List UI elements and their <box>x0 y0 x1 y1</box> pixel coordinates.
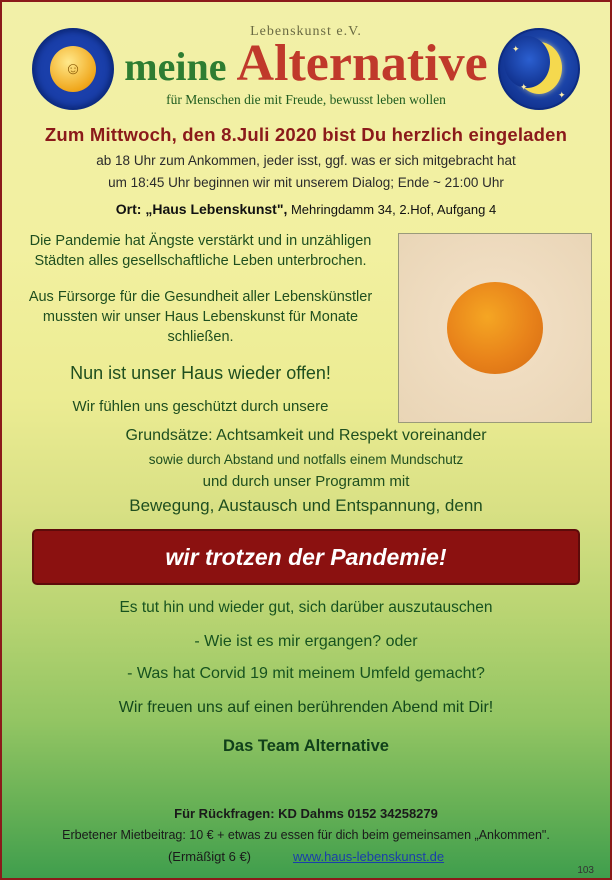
line-sowie: sowie durch Abstand und notfalls einem Mundschutz <box>148 452 464 467</box>
slogan-banner <box>32 529 580 585</box>
website-link[interactable]: www.haus-lebenskunst.de <box>293 849 445 864</box>
flyer-footer <box>2 806 610 864</box>
invitation-time-arrival: ab 18 Uhr zum Ankommen, jeder isst, ggf. was er sich mitgebracht hat <box>96 153 516 168</box>
coronavirus-illustration <box>398 233 592 423</box>
invitation-time-start: um 18:45 Uhr beginnen wir mit unserem Dialog; Ende ~ 21:00 Uhr <box>108 175 504 190</box>
page-number: 103 <box>577 865 594 876</box>
moon-icon <box>498 28 580 110</box>
question-intro: Es tut hin und wieder gut, sich darüber auszutauschen <box>119 599 493 616</box>
questions-block <box>2 599 610 756</box>
sun-face-icon: ☺ <box>64 59 82 78</box>
line-bewegung: Bewegung, Austausch und Entspannung, denn <box>129 496 483 515</box>
contact-line: Für Rückfragen: KD Dahms 0152 34258279 <box>174 806 438 821</box>
slogan-text: wir trotzen der Pandemie! <box>165 543 447 570</box>
paragraph-fuersorge: Aus Fürsorge für die Gesundheit aller Lebenskünstler mussten wir unser Haus Lebenskunst für Monate schließen. <box>28 289 373 345</box>
paragraph-pandemie: Die Pandemie hat Ängste verstärkt und in unzähligen Städten alles gesellschaftliche Leben unterbrochen. <box>29 233 372 269</box>
title-block <box>120 24 492 108</box>
paragraph-geschuetzt: Wir fühlen uns geschützt durch unsere <box>72 398 329 415</box>
question-two: - Was hat Corvid 19 mit meinem Umfeld gemacht? <box>127 665 485 682</box>
footer-bottom-row <box>2 849 610 864</box>
invitation-headline: Zum Mittwoch, den 8.Juli 2020 bist Du herzlich eingeladen <box>44 124 568 145</box>
organisation-name: Lebenskunst e.V. <box>250 24 362 39</box>
flyer-header <box>2 2 610 120</box>
location-address: Mehringdamm 34, 2.Hof, Aufgang 4 <box>287 202 497 217</box>
paragraph-haus-offen: Nun ist unser Haus wieder offen! <box>70 363 331 383</box>
line-programm: und durch unser Programm mit <box>202 473 410 490</box>
brand-word-meine: meine <box>124 44 227 89</box>
invitation-block <box>2 124 610 217</box>
star-icon: ✦ <box>512 44 520 54</box>
moon-shadow <box>504 36 550 88</box>
virus-core <box>447 282 543 374</box>
location-label: Ort: <box>115 201 142 217</box>
question-one: - Wie ist es mir ergangen? oder <box>194 633 418 650</box>
principles-block <box>2 427 610 516</box>
body-area <box>2 231 610 516</box>
line-grundsaetze: Grundsätze: Achtsamkeit und Respekt voreinander <box>125 427 487 444</box>
brand-title <box>120 35 492 92</box>
fee-line: Erbetener Mietbeitrag: 10 € + etwas zu essen für dich beim gemeinsamen „Ankommen". <box>62 828 550 842</box>
reduced-fee: (Ermäßigt 6 €) <box>167 849 252 864</box>
star-icon: ✦ <box>558 90 566 100</box>
star-icon: ✦ <box>520 82 528 92</box>
closing-line: Wir freuen uns auf einen berührenden Abend mit Dir! <box>118 699 494 716</box>
brand-word-alternative: Alternative <box>236 35 488 92</box>
location-place: „Haus Lebenskunst", <box>145 201 288 217</box>
tagline: für Menschen die mit Freude, bewusst leben wollen <box>166 92 446 107</box>
team-signature: Das Team Alternative <box>223 737 389 755</box>
invitation-location <box>2 201 610 217</box>
sun-icon <box>32 28 114 110</box>
